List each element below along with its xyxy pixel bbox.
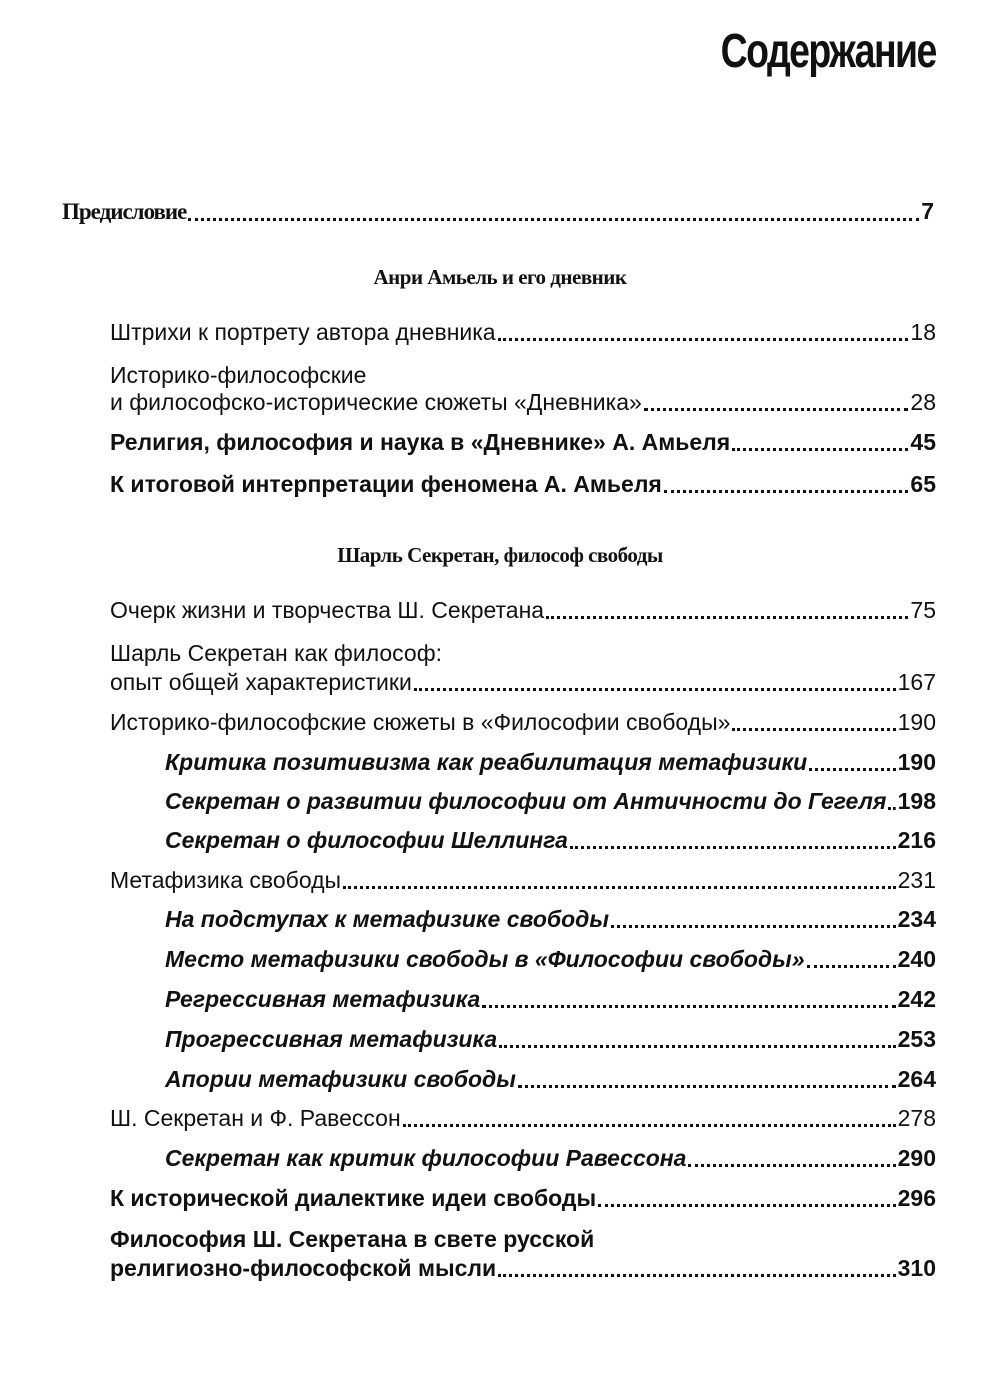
section-heading: Шарль Секретан, философ свободы bbox=[337, 543, 663, 567]
toc-entry[interactable] bbox=[110, 470, 936, 498]
toc-subentry[interactable] bbox=[165, 748, 936, 776]
toc-entry[interactable] bbox=[110, 1184, 936, 1212]
dot-leader bbox=[188, 218, 919, 221]
dot-leader bbox=[664, 490, 909, 493]
toc-entry-label: К исторической диалектике идеи свободы bbox=[110, 1185, 597, 1211]
toc-entry[interactable] bbox=[110, 866, 936, 894]
toc-entry-label: Историко-философские сюжеты в «Философии свободы» bbox=[110, 709, 731, 735]
toc-entry[interactable] bbox=[110, 388, 936, 416]
toc-entry-label: Регрессивная метафизика bbox=[165, 986, 481, 1012]
page-title: Содержание bbox=[720, 25, 936, 78]
toc-entry[interactable] bbox=[110, 428, 936, 456]
toc-entry-page: 167 bbox=[897, 669, 936, 695]
dot-leader bbox=[888, 807, 895, 810]
toc-entry-label: религиозно-философской мысли bbox=[110, 1255, 497, 1281]
dot-leader bbox=[414, 688, 896, 691]
toc-subentry[interactable] bbox=[165, 905, 936, 933]
toc-entry[interactable] bbox=[110, 318, 936, 346]
dot-leader bbox=[732, 728, 895, 731]
toc-entry-label: К итоговой интерпретации феномена А. Амьеля bbox=[110, 471, 662, 497]
toc-entry-page: 18 bbox=[910, 319, 936, 345]
dot-leader bbox=[482, 1005, 895, 1008]
dot-leader bbox=[807, 965, 896, 968]
toc-entry-label: Секретан о развитии философии от Античности до Гегеля bbox=[165, 788, 887, 814]
toc-subentry[interactable] bbox=[165, 1025, 936, 1053]
dot-leader bbox=[498, 1274, 895, 1277]
dot-leader bbox=[343, 886, 896, 889]
toc-entry-label: Религия, философия и наука в «Дневнике» А. Амьеля bbox=[110, 429, 731, 455]
dot-leader bbox=[570, 846, 896, 849]
toc-entry-label-line1: Философия Ш. Секретана в свете русской bbox=[110, 1226, 595, 1252]
dot-leader bbox=[498, 338, 909, 341]
toc-entry-page: 242 bbox=[897, 986, 936, 1012]
toc-entry-page: 75 bbox=[910, 597, 936, 623]
toc-entry-label: Предисловие bbox=[62, 199, 187, 224]
toc-entry[interactable] bbox=[110, 1104, 936, 1132]
toc-entry-page: 198 bbox=[897, 788, 936, 814]
dot-leader bbox=[499, 1045, 895, 1048]
toc-entry-label: На подступах к метафизике свободы bbox=[165, 906, 610, 932]
toc-entry-label: Штрихи к портрету автора дневника bbox=[110, 319, 496, 345]
toc-entry-page: 296 bbox=[897, 1185, 936, 1211]
dot-leader bbox=[688, 1164, 895, 1167]
toc-entry-page: 190 bbox=[897, 709, 936, 735]
dot-leader bbox=[809, 768, 895, 771]
toc-entry-label: Критика позитивизма как реабилитация метафизики bbox=[165, 749, 808, 775]
toc-entry-label: Секретан о философии Шеллинга bbox=[165, 827, 568, 853]
toc-entry[interactable] bbox=[110, 668, 936, 696]
toc-entry-label: опыт общей характеристики bbox=[110, 669, 412, 695]
toc-entry-page: 65 bbox=[910, 471, 936, 497]
toc-entry-page: 190 bbox=[897, 749, 936, 775]
toc-subentry[interactable] bbox=[165, 1144, 936, 1172]
section-heading: Анри Амьель и его дневник bbox=[373, 265, 627, 289]
toc-entry-label: Апории метафизики свободы bbox=[165, 1066, 516, 1092]
toc-entry-page: 216 bbox=[897, 827, 936, 853]
toc-subentry[interactable] bbox=[165, 985, 936, 1013]
toc-entry-label: Метафизика свободы bbox=[110, 867, 342, 893]
toc-entry-label: Очерк жизни и творчества Ш. Секретана bbox=[110, 597, 545, 623]
dot-leader bbox=[732, 448, 908, 451]
dot-leader bbox=[611, 925, 896, 928]
toc-entry-label: Место метафизики свободы в «Философии свободы» bbox=[165, 946, 805, 972]
toc-entry[interactable] bbox=[110, 708, 936, 736]
toc-subentry[interactable] bbox=[165, 945, 936, 973]
toc-entry-page: 290 bbox=[897, 1145, 936, 1171]
dot-leader bbox=[644, 408, 909, 411]
toc-entry-label: Секретан как критик философии Равессона bbox=[165, 1145, 687, 1171]
toc-subentry[interactable] bbox=[165, 826, 936, 854]
toc-entry-page: 231 bbox=[897, 867, 936, 893]
toc-entry-label: Ш. Секретан и Ф. Равессон bbox=[110, 1105, 401, 1131]
toc-entry[interactable] bbox=[110, 1254, 936, 1282]
toc-entry[interactable] bbox=[110, 596, 936, 624]
toc-entry-page: 7 bbox=[921, 198, 934, 224]
dot-leader bbox=[518, 1085, 896, 1088]
toc-entry-page: 28 bbox=[910, 389, 936, 415]
dot-leader bbox=[403, 1124, 896, 1127]
toc-entry-page: 45 bbox=[910, 429, 936, 455]
toc-entry-page: 253 bbox=[897, 1026, 936, 1052]
dot-leader bbox=[546, 616, 908, 619]
toc-entry-preface[interactable] bbox=[62, 197, 934, 226]
toc-entry-page: 310 bbox=[897, 1255, 936, 1281]
toc-entry-page: 240 bbox=[897, 946, 936, 972]
toc-entry-label-line1: Историко-философские bbox=[110, 362, 367, 388]
toc-entry-label: Прогрессивная метафизика bbox=[165, 1026, 498, 1052]
toc-entry-page: 234 bbox=[897, 906, 936, 932]
toc-entry-label-line1: Шарль Секретан как философ: bbox=[110, 640, 443, 666]
toc-entry-page: 264 bbox=[897, 1066, 936, 1092]
toc-subentry[interactable] bbox=[165, 787, 936, 815]
dot-leader bbox=[598, 1204, 895, 1207]
toc-entry-page: 278 bbox=[897, 1105, 936, 1131]
toc-subentry[interactable] bbox=[165, 1065, 936, 1093]
toc-entry-label: и философско-исторические сюжеты «Дневника» bbox=[110, 389, 642, 415]
